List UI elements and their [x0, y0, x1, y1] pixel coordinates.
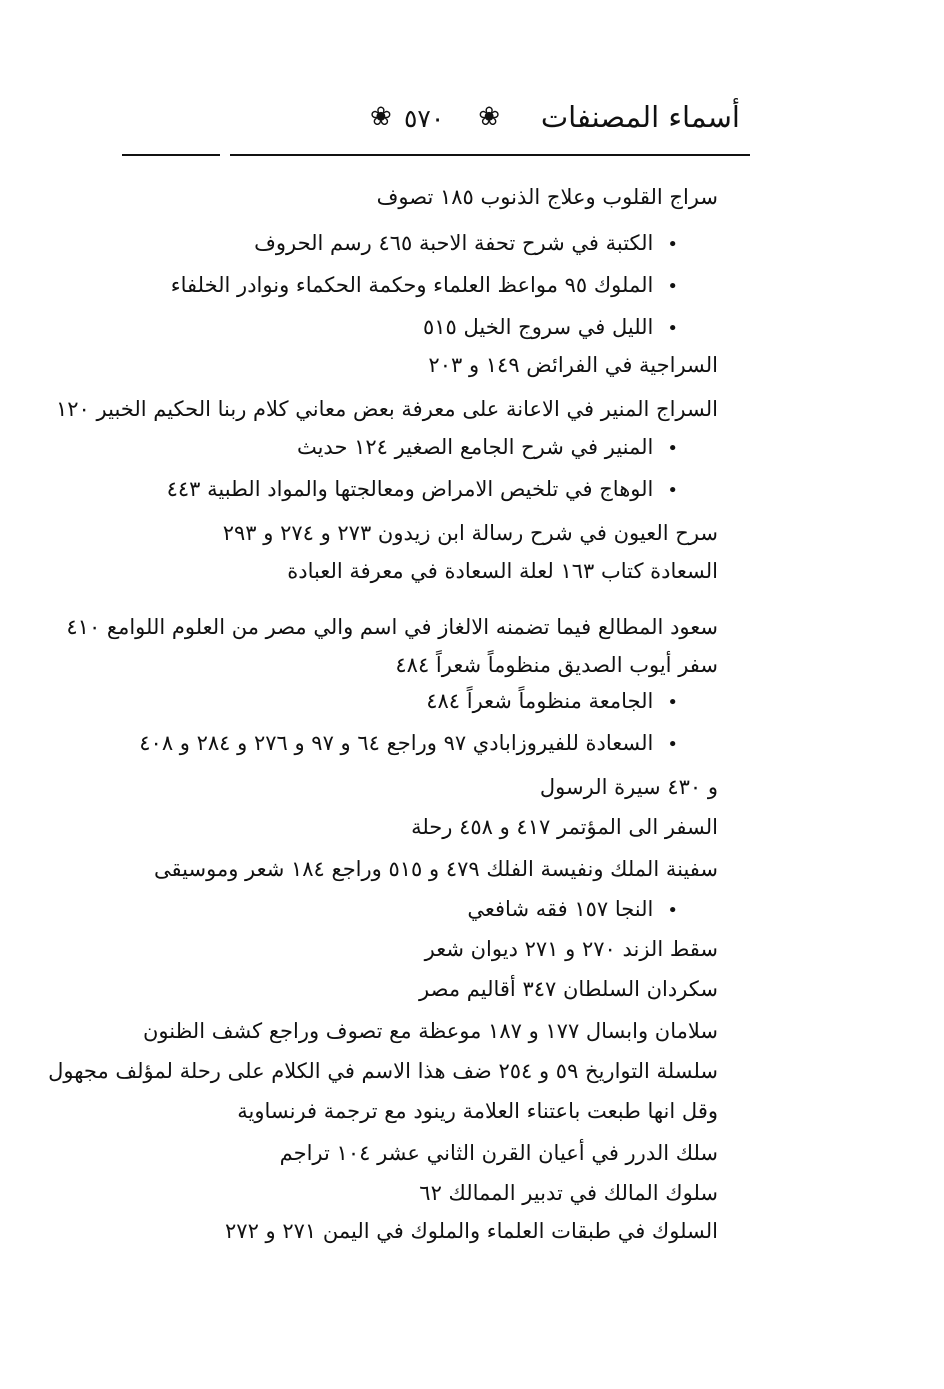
list-item: سرح العيون في شرح رسالة ابن زيدون ٢٧٣ و ٢٧٤ و ٢٩٣ — [222, 521, 718, 545]
list-item: •الكتبة في شرح تحفة الاحبة ٤٦٥ رسم الحروف — [254, 229, 678, 259]
list-item: السراجية في الفرائض ١٤٩ و ٢٠٣ — [428, 353, 718, 377]
bullet-icon: • — [667, 234, 678, 255]
bullet-icon: • — [667, 276, 678, 297]
list-item: سقط الزند ٢٧٠ و ٢٧١ ديوان شعر — [424, 937, 718, 961]
list-item: سلامان وابسال ١٧٧ و ١٨٧ موعظة مع تصوف وراجع كشف الظنون — [142, 1019, 718, 1043]
list-item: سراج القلوب وعلاج الذنوب ١٨٥ تصوف — [376, 185, 718, 209]
list-item: السفر الى المؤتمر ٤١٧ و ٤٥٨ رحلة — [411, 815, 718, 839]
list-item: سفر أيوب الصديق منظوماً شعراً ٤٨٤ — [395, 653, 718, 677]
list-item: •السعادة للفيروزابادي ٩٧ وراجع ٦٤ و ٩٧ و ٢٧٦ و ٢٨٤ و ٤٠٨ — [139, 729, 678, 759]
list-item: •الجامعة منظوماً شعراً ٤٨٤ — [426, 687, 678, 717]
list-item: •الملوك ٩٥ مواعظ العلماء وحكمة الحكماء ونوادر الخلفاء — [171, 271, 678, 301]
list-item: السراج المنير في الاعانة على معرفة بعض معاني كلام ربنا الحكيم الخبير ١٢٠ — [56, 397, 718, 421]
bullet-icon: • — [667, 318, 678, 339]
page-number-group — [370, 100, 500, 140]
list-item: سلك الدرر في أعيان القرن الثاني عشر ١٠٤ تراجم — [279, 1141, 718, 1165]
bullet-icon: • — [667, 734, 678, 755]
list-item: وقل انها طبعت باعتناء العلامة رينود مع ترجمة فرنساوية — [237, 1099, 718, 1123]
header-rule-short — [122, 154, 220, 156]
bullet-icon: • — [667, 480, 678, 501]
list-item: سلوك المالك في تدبير الممالك ٦٢ — [419, 1181, 718, 1205]
list-item: و ٤٣٠ سيرة الرسول — [539, 775, 718, 799]
list-item: سكردان السلطان ٣٤٧ أقاليم مصر — [419, 977, 718, 1001]
list-item: •النجا ١٥٧ فقه شافعي — [467, 895, 678, 925]
list-item: السعادة كتاب ١٦٣ لعلة السعادة في معرفة العبادة — [287, 559, 718, 583]
flower-ornament-icon: ❀ — [370, 102, 392, 132]
list-item: سعود المطالع فيما تضمنه الالغاز في اسم والي مصر من العلوم اللوامع ٤١٠ — [66, 615, 718, 639]
header-rule — [230, 154, 750, 156]
bullet-icon: • — [667, 692, 678, 713]
page-header — [120, 96, 750, 144]
list-item: سفينة الملك ونفيسة الفلك ٤٧٩ و ٥١٥ وراجع ١٨٤ شعر وموسيقى — [154, 857, 718, 881]
list-item: •الليل في سروج الخيل ٥١٥ — [423, 313, 678, 343]
list-item: السلوك في طبقات العلماء والملوك في اليمن ٢٧١ و ٢٧٢ — [225, 1219, 718, 1243]
running-title: أسماء المصنفات — [540, 100, 740, 134]
bullet-icon: • — [667, 900, 678, 921]
page-number: ٥٧٠ — [404, 104, 445, 133]
list-item: سلسلة التواريخ ٥٩ و ٢٥٤ ضف هذا الاسم في الكلام على رحلة لمؤلف مجهول — [48, 1059, 718, 1083]
bullet-icon: • — [667, 438, 678, 459]
list-item: •المنير في شرح الجامع الصغير ١٢٤ حديث — [297, 433, 678, 463]
list-item: •الوهاج في تلخيص الامراض ومعالجتها والمواد الطبية ٤٤٣ — [167, 475, 678, 505]
flower-ornament-icon: ❀ — [478, 102, 500, 132]
